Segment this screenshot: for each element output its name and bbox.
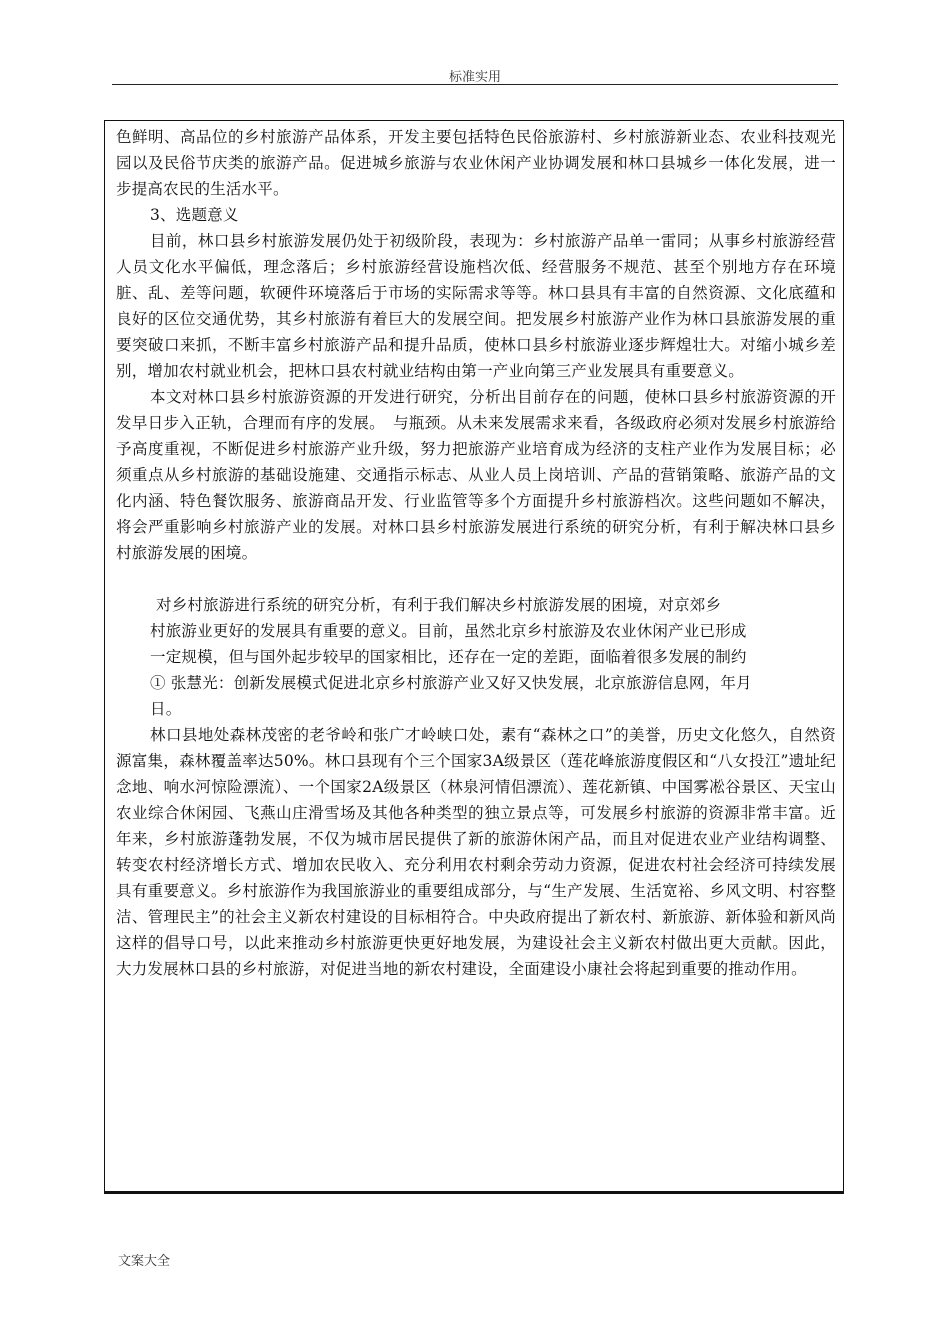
paragraph-intro-continuation: 色鲜明、高品位的乡村旅游产品体系，开发主要包括特色民俗旅游村、乡村旅游新业态、农业科技观光园以及民俗节庆类的旅游产品。促进城乡旅游与农业休闲产业协调发展和林口县城乡一体化发展，进一步提高农民的生活水平。 bbox=[116, 128, 836, 198]
page-footer-label: 文案大全 bbox=[118, 1253, 171, 1268]
paragraph-research-purpose: 本文对林口县乡村旅游资源的开发进行研究，分析出目前存在的问题，使林口县乡村旅游资源的开发早日步入正轨，合理而有序的发展。 与瓶颈。从未来发展需求来看，各级政府必须对发展乡村旅游给予高度重视，不断促进乡村旅游产业升级，努力把旅游产业培育成为经济的支柱产业作为发展目标；必须重点从乡村旅游的基础设施建、交通指示标志、从业人员上岗培训、产品的营销策略、旅游产品的文化内涵、特色餐饮服务、旅游商品开发、行业监管等多个方面提升乡村旅游档次。这些问题如不解决，将会严重影响乡村旅游产业的发展。对林口县乡村旅游发展进行系统的研究分析，有利于解决林口县乡村旅游发展的困境。 bbox=[116, 388, 836, 562]
page-header-title: 标准实用 bbox=[448, 69, 501, 84]
document-body bbox=[116, 124, 836, 982]
header-divider bbox=[112, 84, 838, 85]
blank-line bbox=[116, 566, 836, 592]
footnote-reference: ① 张慧光：创新发展模式促进北京乡村旅游产业又好又快发展，北京旅游信息网，年月 bbox=[150, 674, 752, 692]
paragraph-analysis-line-1: 对乡村旅游进行系统的研究分析，有利于我们解决乡村旅游发展的困境，对京郊乡 bbox=[156, 596, 722, 614]
section-heading-topic-significance: 3、选题意义 bbox=[150, 206, 239, 224]
paragraph-analysis-line-2: 村旅游业更好的发展具有重要的意义。目前，虽然北京乡村旅游及农业休闲产业已形成 bbox=[150, 622, 747, 640]
footnote-reference-end: 日。 bbox=[150, 700, 182, 718]
paragraph-linkou-overview: 林口县地处森林茂密的老爷岭和张广才岭峡口处，素有“森林之口”的美誉，历史文化悠久，自然资源富集，森林覆盖率达50%。林口县现有个三个国家3A级景区（莲花峰旅游度假区和“八女投江”遗址纪念地、响水河惊险漂流）、一个国家2A级景区（林泉河情侣漂流）、莲花新镇、中国雾凇谷景区、天宝山农业综合休闲园、飞燕山庄滑雪场及其他各种类型的独立景点等，可发展乡村旅游的资源非常丰富。近年来，乡村旅游蓬勃发展，不仅为城市居民提供了新的旅游休闲产品，而且对促进农业产业结构调整、转变农村经济增长方式、增加农民收入、充分利用农村剩余劳动力资源，促进农村社会经济可持续发展具有重要意义。乡村旅游作为我国旅游业的重要组成部分，与“生产发展、生活宽裕、乡风文明、村容整洁、管理民主”的社会主义新农村建设的目标相符合。中央政府提出了新农村、新旅游、新体验和新风尚这样的倡导口号，以此来推动乡村旅游更快更好地发展，为建设社会主义新农村做出更大贡献。因此，大力发展林口县的乡村旅游，对促进当地的新农村建设，全面建设小康社会将起到重要的推动作用。 bbox=[116, 726, 836, 978]
paragraph-analysis-line-3: 一定规模，但与国外起步较早的国家相比，还存在一定的差距，面临着很多发展的制约 bbox=[150, 648, 747, 666]
paragraph-current-status: 目前，林口县乡村旅游发展仍处于初级阶段，表现为：乡村旅游产品单一雷同；从事乡村旅游经营人员文化水平偏低，理念落后；乡村旅游经营设施档次低、经营服务不规范、甚至个别地方存在环境脏、乱、差等问题，软硬件环境落后于市场的实际需求等等。林口县具有丰富的自然资源、文化底蕴和良好的区位交通优势，其乡村旅游有着巨大的发展空间。把发展乡村旅游产业作为林口县旅游发展的重要突破口来抓，不断丰富乡村旅游产品和提升品质，使林口县乡村旅游业逐步辉煌壮大。对缩小城乡差别，增加农村就业机会，把林口县农村就业结构由第一产业向第三产业发展具有重要意义。 bbox=[116, 232, 836, 380]
